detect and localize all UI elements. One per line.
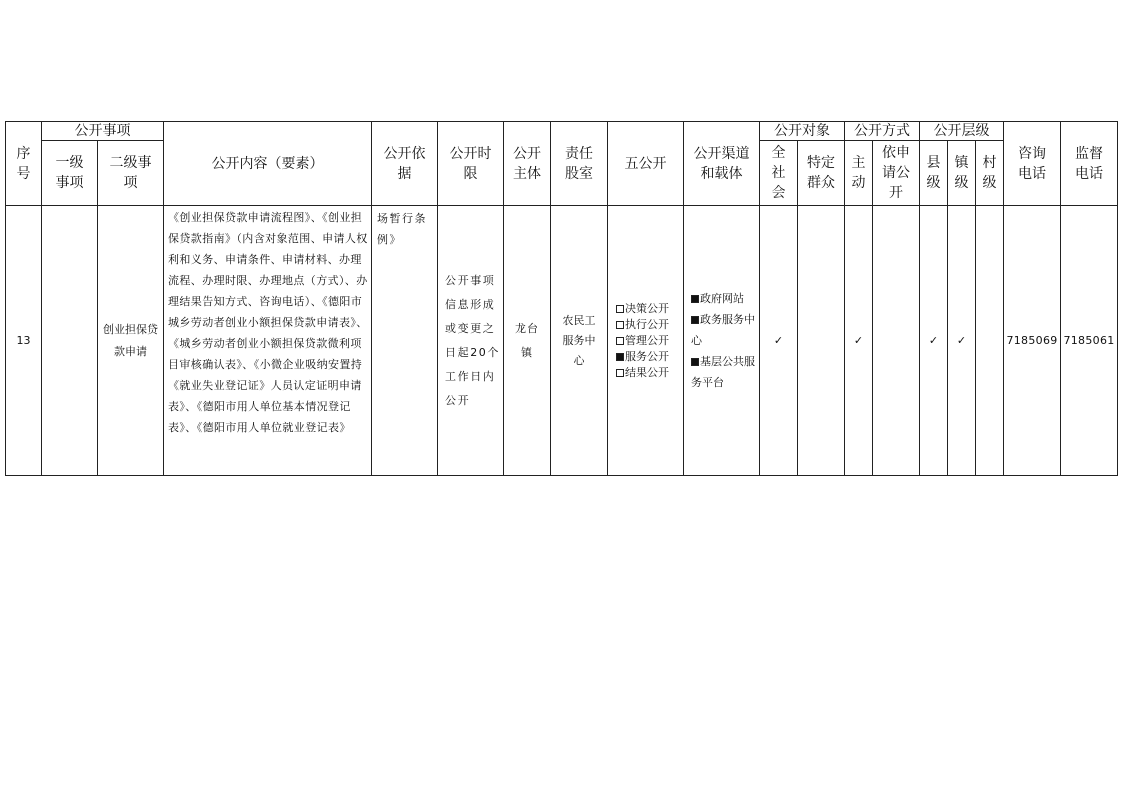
checked-box-icon [691, 295, 699, 303]
header-time: 公开时限 [438, 122, 504, 206]
row-consult-phone: 7185069 [1004, 206, 1061, 476]
row-method-active: ✓ [845, 206, 873, 476]
header-method-group: 公开方式 [845, 122, 920, 141]
row-level1 [42, 206, 98, 476]
header-items-group: 公开事项 [42, 122, 164, 141]
five-item: 管理公开 [616, 333, 683, 349]
checked-box-icon [616, 353, 624, 361]
header-level2: 二级事项 [98, 141, 164, 206]
checkbox-icon [616, 369, 624, 377]
header-channel: 公开渠道和载体 [684, 122, 760, 206]
header-target-specific: 特定群众 [798, 141, 845, 206]
header-consult-phone: 咨询电话 [1004, 122, 1061, 206]
row-level-county: ✓ [920, 206, 948, 476]
channel-item: 基层公共服务平台 [691, 355, 755, 389]
table-row [6, 206, 1118, 476]
row-supervise-phone: 7185061 [1061, 206, 1118, 476]
header-target-group: 公开对象 [760, 122, 845, 141]
row-content: 《创业担保贷款申请流程图》、《创业担保贷款指南》（内含对象范围、申请人权利和义务、申请条件、申请材料、办理流程、办理时限、办理地点（方式）、办理结果告知方式、咨询电话）、《德阳市城乡劳动者创业小额担保贷款申请表》、《城乡劳动者创业小额担保贷款微利项目审核确认表》、《小微企业吸纳安置持《就业失业登记证》人员认定证明申请表》、《德阳市用人单位基本情况登记表》、《德阳市用人单位就业登记表》 [164, 206, 372, 476]
header-basis: 公开依据 [372, 122, 438, 206]
header-method-active: 主动 [845, 141, 873, 206]
five-item: 决策公开 [616, 301, 683, 317]
row-time: 公开事项信息形成或变更之日起20个工作日内公开 [438, 206, 504, 476]
channel-item: 政府网站 [691, 288, 759, 309]
header-supervise-phone: 监督电话 [1061, 122, 1118, 206]
row-channels [684, 206, 760, 476]
header-level-town: 镇级 [948, 141, 976, 206]
row-dept: 农民工服务中心 [551, 206, 608, 476]
row-target-all: ✓ [760, 206, 798, 476]
header-level-group: 公开层级 [920, 122, 1004, 141]
header-target-all: 全社会 [760, 141, 798, 206]
five-item: 执行公开 [616, 317, 683, 333]
checkbox-icon [616, 321, 624, 329]
row-subject: 龙台镇 [504, 206, 551, 476]
disclosure-table [5, 121, 1118, 476]
header-dept: 责任股室 [551, 122, 608, 206]
row-level-town: ✓ [948, 206, 976, 476]
checked-box-icon [691, 316, 699, 324]
header-method-request: 依申请公开 [873, 141, 920, 206]
checked-box-icon [691, 358, 699, 366]
row-seq: 13 [6, 206, 42, 476]
header-subject: 公开主体 [504, 122, 551, 206]
five-item: 服务公开 [616, 349, 683, 365]
row-target-specific [798, 206, 845, 476]
header-seq: 序号 [6, 122, 42, 206]
header-level-village: 村级 [976, 141, 1004, 206]
checkbox-icon [616, 337, 624, 345]
header-five: 五公开 [608, 122, 684, 206]
header-content: 公开内容（要素） [164, 122, 372, 206]
row-five-open [608, 206, 684, 476]
header-level1: 一级事项 [42, 141, 98, 206]
header-level-county: 县级 [920, 141, 948, 206]
row-method-request [873, 206, 920, 476]
row-level-village [976, 206, 1004, 476]
row-basis: 场暂行条例》 [372, 206, 438, 476]
five-item: 结果公开 [616, 365, 683, 381]
checkbox-icon [616, 305, 624, 313]
channel-item: 政务服务中心 [691, 313, 755, 347]
row-level2: 创业担保贷款申请 [98, 206, 164, 476]
